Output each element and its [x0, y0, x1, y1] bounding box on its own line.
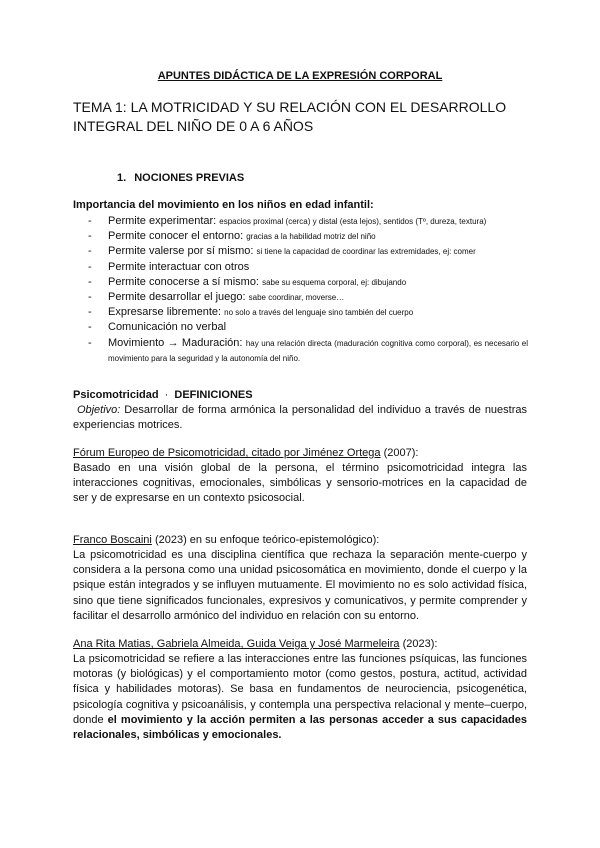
- list-item: - Permite conocer el entorno: gracias a la habilidad motriz del niño: [88, 229, 528, 244]
- section-heading: [117, 172, 244, 184]
- objective-label: Objetivo:: [76, 404, 121, 416]
- list-item: - Permite experimentar: espacios proximal (cerca) y distal (esta lejos), sentidos (Tº, dureza, textura): [88, 214, 528, 229]
- topic-heading: TEMA 1: LA MOTRICIDAD Y SU RELACIÓN CON EL DESARROLLO INTEGRAL DEL NIÑO DE 0 A 6 AÑOS: [73, 99, 507, 134]
- definition-text: La psicomotricidad se refiere a las interacciones entre las funciones psíquicas, las funciones motoras (y biológicas) y el comportamiento motor (como gestos, postura, actitud, actividad física y habilidades motoras). Se basa en fundamentos de neurociencia, psicogenética, psicología cognitiva y psicoanálisis, y contempla una perspectiva relacional y mente–cuerpo, donde el movimiento y la acción permiten a las personas acceder a sus capacidades relacionales, simbólicas y emocionales.: [73, 653, 527, 742]
- psychomotricity-heading: Psicomotricidad · DEFINICIONES: [73, 389, 253, 401]
- list-item: - Movimiento → Maduración: hay una relación directa (maduración cognitiva como corporal), es necesario el movimiento para la seguridad y la autonomía del niño.: [88, 336, 528, 366]
- definition-source: Fórum Europeo de Psicomotricidad, citado por Jiménez Ortega (2007):: [73, 447, 419, 459]
- document-title: APUNTES DIDÁCTICA DE LA EXPRESIÓN CORPORAL: [157, 70, 443, 82]
- list-item: - Expresarse libremente: no solo a través del lenguaje sino también del cuerpo: [88, 305, 528, 320]
- definition-text: Basado en una visión global de la persona, el término psicomotricidad integra las interacciones cognitivas, emocionales, simbólicas y sensorio-motrices en la capacidad de ser y de expresarse en un contexto psicosocial.: [73, 462, 527, 505]
- definition-source: Ana Rita Matias, Gabriela Almeida, Guida Veiga y José Marmeleira (2023):: [73, 638, 438, 650]
- section-number: 1.: [117, 172, 127, 184]
- objective-paragraph: Objetivo: Desarrollar de forma armónica la personalidad del individuo a través de nuestras experiencias motrices.: [73, 404, 528, 432]
- definition-source: Franco Boscaini (2023) en su enfoque teórico-epistemológico):: [73, 534, 380, 546]
- importance-heading: Importancia del movimiento en los niños en edad infantil:: [73, 199, 374, 211]
- definition-text: La psicomotricidad es una disciplina científica que rechaza la separación mente-cuerpo y considera a la persona como una unidad psicosomática en movimiento, donde el cuerpo y la psique están integrados y se influyen mutuamente. El movimiento no es solo actividad física, sino que tiene significados funcionales, expresivos y comunicativos, y permite comprender y facilitar el desarrollo armónico del individuo en relación con su entorno.: [73, 549, 527, 622]
- list-item: - Permite conocerse a sí mismo: sabe su esquema corporal, ej: dibujando: [88, 275, 528, 290]
- list-item: - Permite desarrollar el juego: sabe coordinar, moverse…: [88, 290, 528, 305]
- list-item: - Permite valerse por sí mismo: si tiene la capacidad de coordinar las extremidades, ej: comer: [88, 244, 528, 259]
- list-item: - Comunicación no verbal: [88, 320, 528, 335]
- importance-list: [88, 214, 528, 366]
- list-item: - Permite interactuar con otros: [88, 260, 528, 275]
- section-title: NOCIONES PREVIAS: [134, 172, 245, 184]
